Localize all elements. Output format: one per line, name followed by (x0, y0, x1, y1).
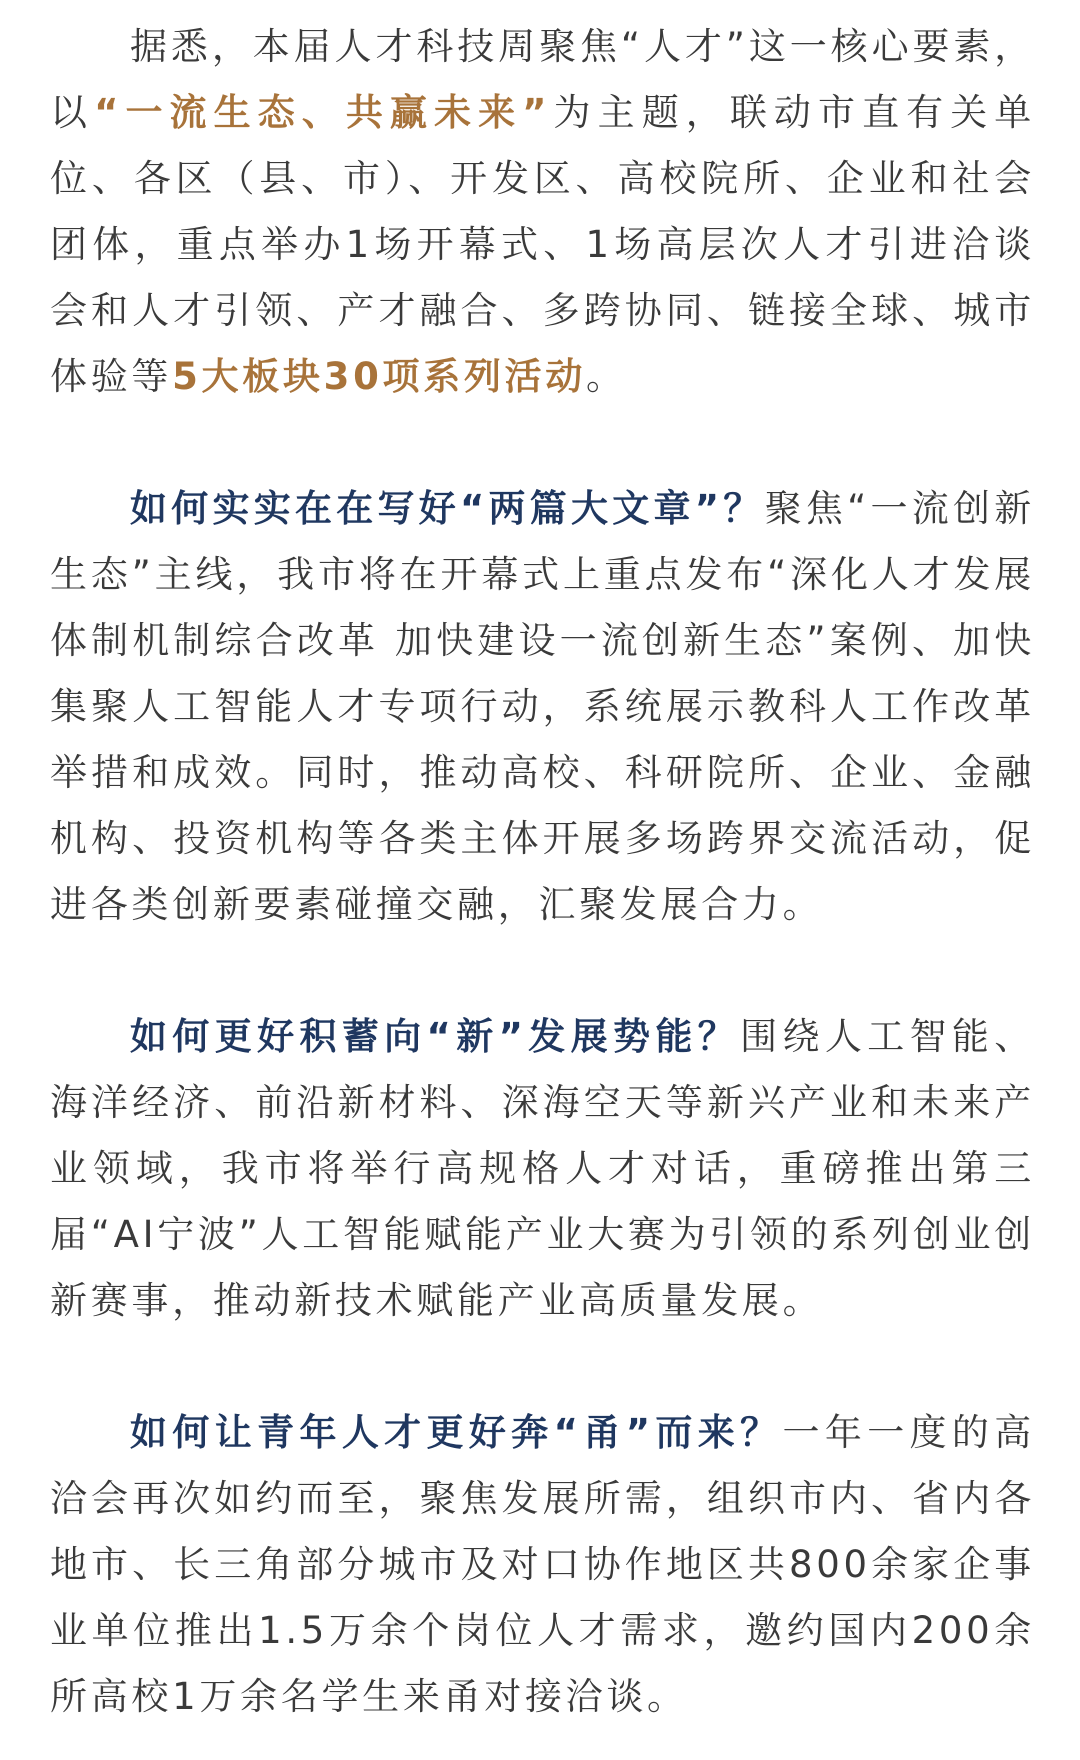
intro-text-2: 为主题，联动市直有关单位、各区（县、市）、开发区、高校院所、企业和社会团体，重点举办1场开幕式、1场高层次人才引进洽谈会和人才引领、产才融合、多跨协同、链接全球、城市体验等 (50, 91, 1035, 398)
intro-text-1: 据悉，本届人才科技周聚焦“人才”这一核心要素，以 (50, 25, 1035, 134)
question-heading-2: 如何更好积蓄向“新”发展势能？ (130, 1015, 741, 1058)
youth-talent-text: 一年一度的高洽会再次如约而至，聚焦发展所需，组织市内、省内各地市、长三角部分城市及对口协作地区共800余家企事业单位推出1.5万余个岗位人才需求，邀约国内200余所高校1万余名学生来甬对接洽谈。 (50, 1411, 1035, 1718)
innovation-text: 聚焦“一流创新生态”主线，我市将在开幕式上重点发布“深化人才发展体制机制综合改革 加快建设一流创新生态”案例、加快集聚人工智能人才专项行动，系统展示教科人工作改革举措和成效。同时，推动高校、科研院所、企业、金融机构、投资机构等各类主体开展多场跨界交流活动，促进各类创新要素碰撞交融，汇聚发展合力。 (50, 487, 1035, 926)
intro-text-3: 。 (586, 355, 627, 398)
new-momentum-text: 围绕人工智能、海洋经济、前沿新材料、深海空天等新兴产业和未来产业领域，我市将举行高规格人才对话，重磅推出第三届“AI宁波”人工智能赋能产业大赛为引领的系列创业创新赛事，推动新技术赋能产业高质量发展。 (50, 1015, 1035, 1322)
paragraph-new-momentum (50, 1004, 1035, 1334)
paragraph-innovation (50, 476, 1035, 938)
paragraph-youth-talent (50, 1400, 1035, 1730)
paragraph-intro (50, 14, 1035, 410)
question-heading-3: 如何让青年人才更好奔“甬”而来？ (130, 1411, 783, 1454)
article-body (50, 14, 1035, 1730)
question-heading-1: 如何实实在在写好“两篇大文章”？ (130, 487, 765, 530)
activities-highlight: 5大板块30项系列活动 (172, 355, 587, 398)
theme-highlight: “一流生态、共赢未来” (94, 91, 551, 134)
